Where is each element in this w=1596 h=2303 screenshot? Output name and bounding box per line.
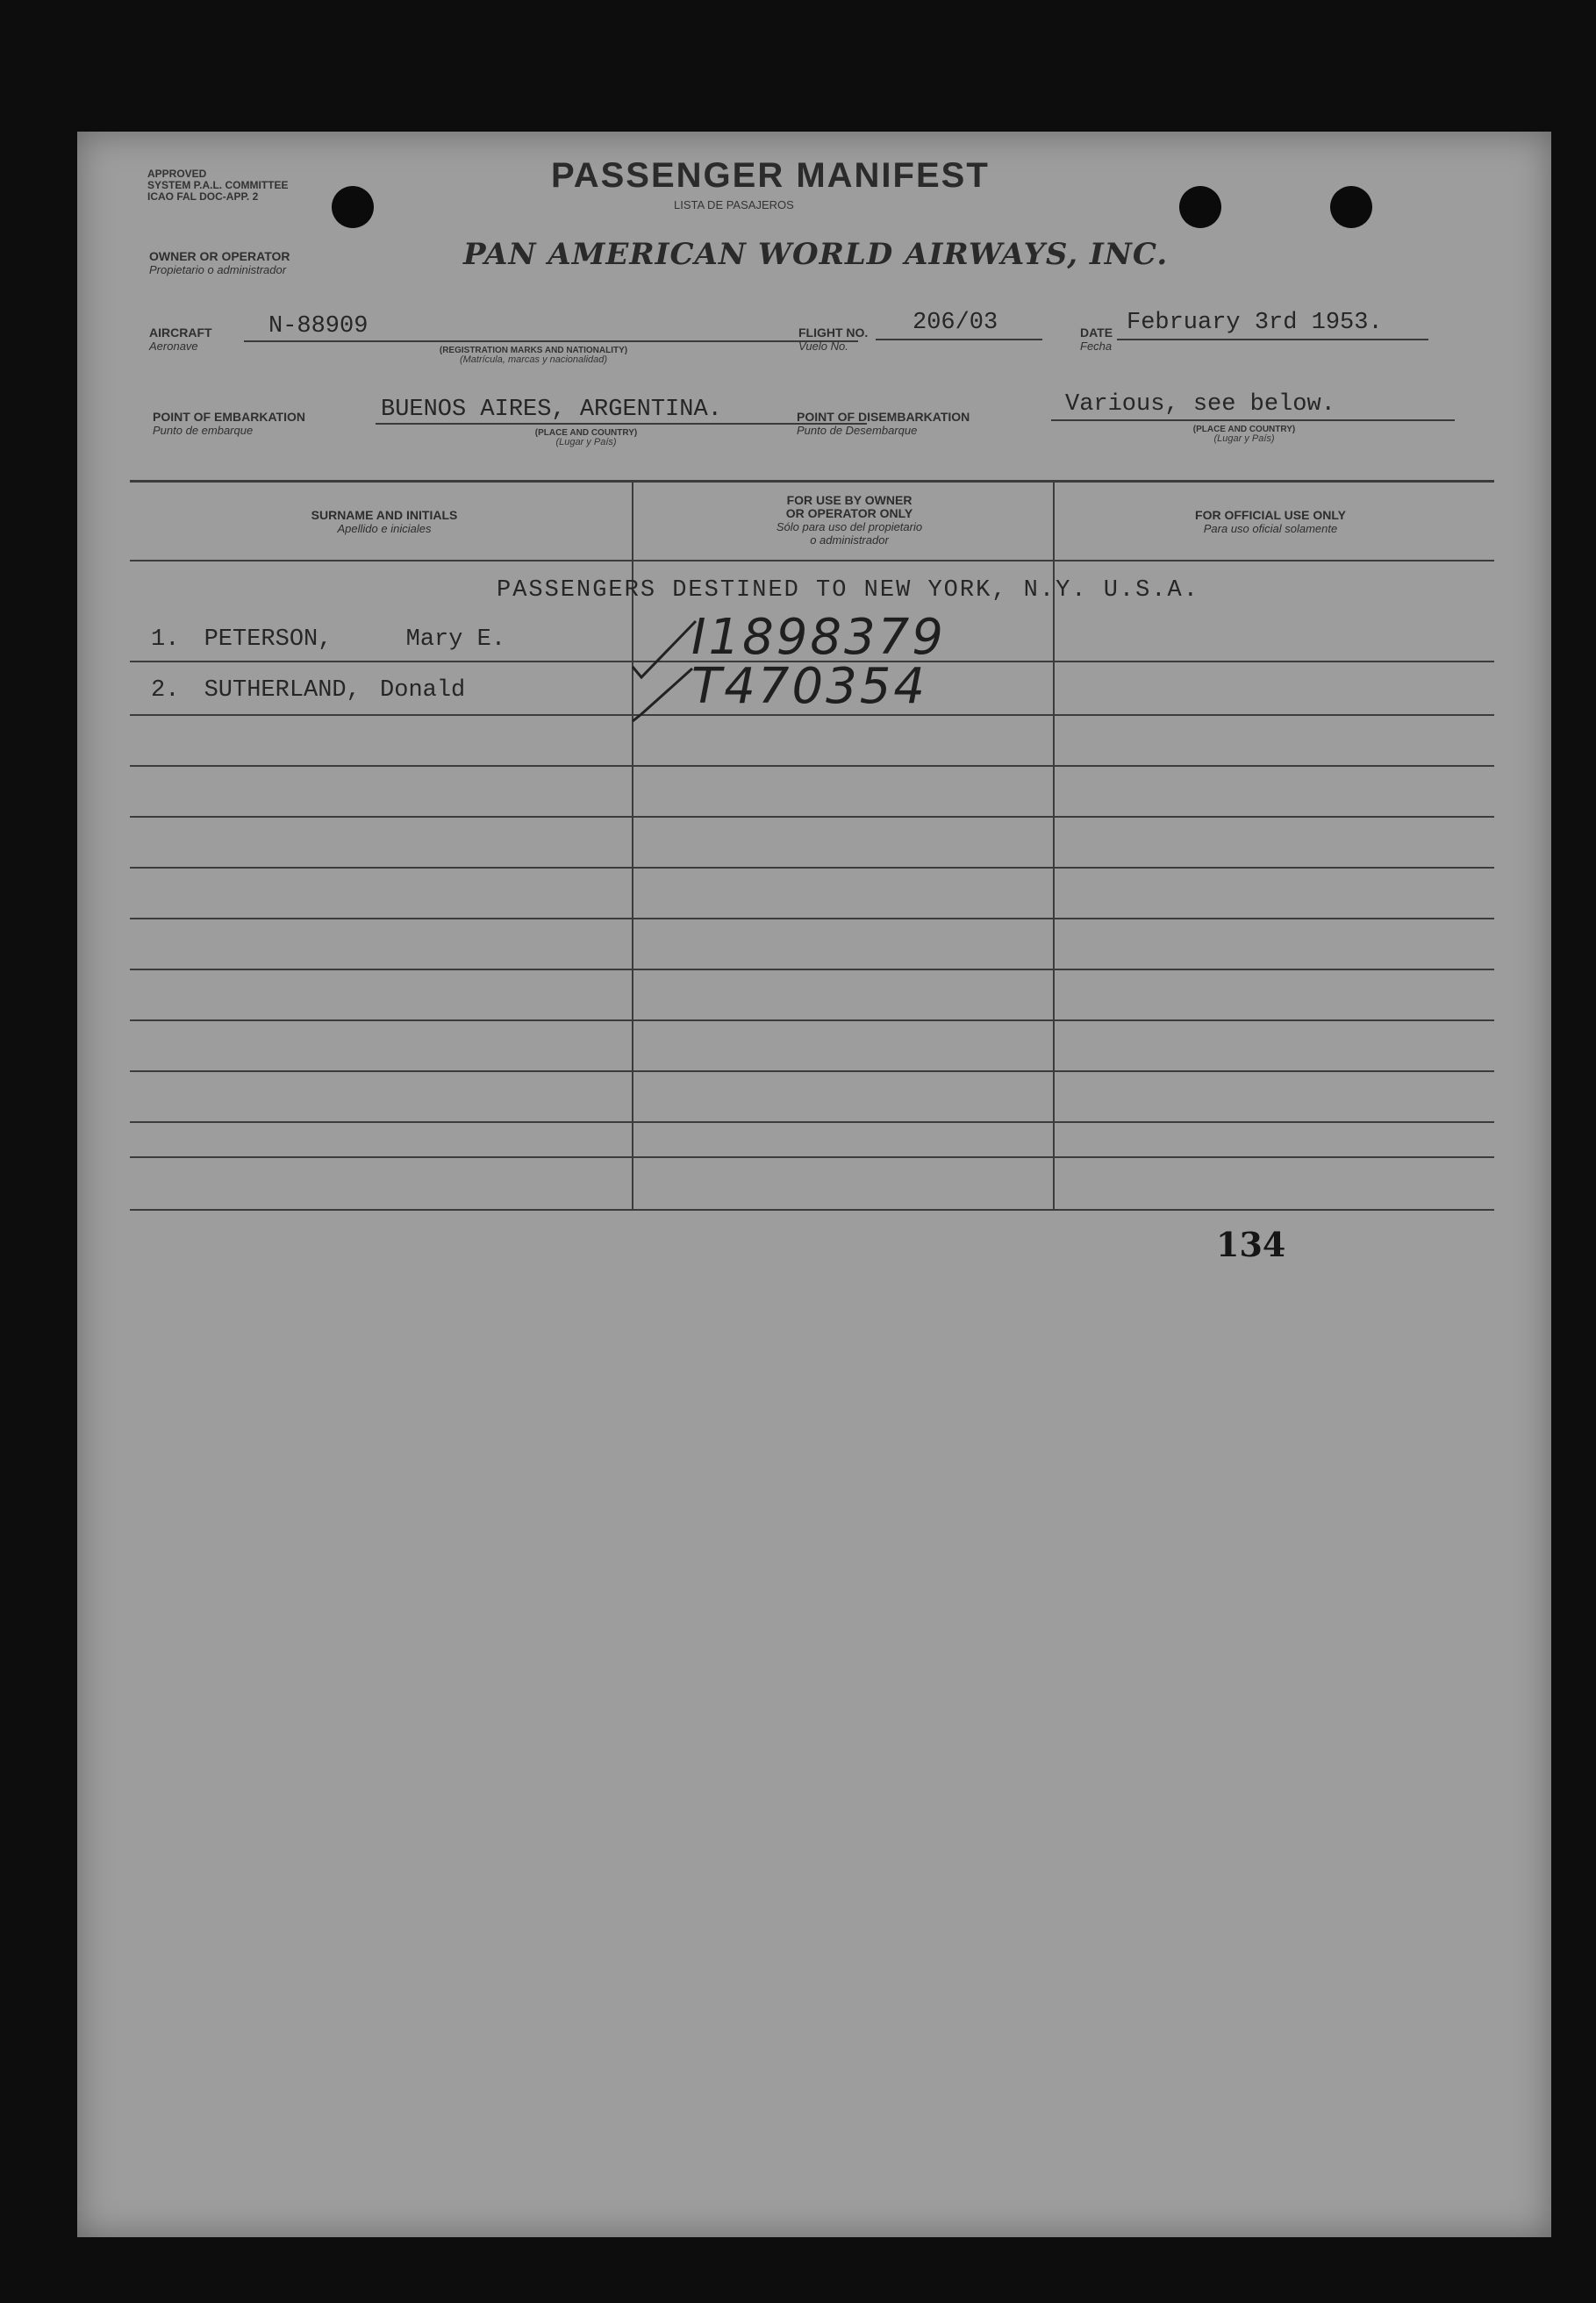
flight-value: 206/03: [913, 310, 998, 336]
row-line-3: [130, 765, 1494, 767]
aircraft-underline: [244, 340, 858, 342]
destination-note: PASSENGERS DESTINED TO NEW YORK, N.Y. U.S.A.: [497, 577, 1199, 604]
punch-hole-center: [1179, 186, 1221, 228]
date-value: February 3rd 1953.: [1127, 310, 1383, 336]
embarkation-hint: (PLACE AND COUNTRY) (Lugar y País): [534, 428, 638, 447]
punch-hole-right: [1330, 186, 1372, 228]
table-top-border: [130, 480, 1494, 483]
embarkation-value: BUENOS AIRES, ARGENTINA.: [381, 397, 722, 423]
owner-label: OWNER OR OPERATOR Propietario o administrador: [149, 249, 290, 276]
passenger-num: 2.: [151, 677, 180, 704]
column-header-owner-use: FOR USE BY OWNER OR OPERATOR ONLY Sólo para uso del propietario o administrador: [776, 493, 923, 547]
manifest-page: [77, 132, 1551, 2237]
header-bottom-border: [130, 560, 1494, 561]
passenger-surname: SUTHERLAND,: [204, 677, 361, 704]
row-line-5: [130, 867, 1494, 869]
check-mark-1: [633, 621, 696, 677]
owner-value: PAN AMERICAN WORLD AIRWAYS, INC.: [463, 237, 1169, 272]
passenger-initials: Donald: [380, 677, 466, 704]
row-line-10: [130, 1121, 1494, 1123]
disembarkation-value: Various, see below.: [1065, 391, 1335, 418]
row-line-8: [130, 1019, 1494, 1021]
page-subtitle: LISTA DE PASAJEROS: [674, 198, 794, 211]
row-line-9: [130, 1070, 1494, 1072]
column-header-official-use: FOR OFFICIAL USE ONLY Para uso oficial solamente: [1195, 508, 1346, 535]
aircraft-hint: (REGISTRATION MARKS AND NATIONALITY) (Matrícula, marcas y nacionalidad): [439, 346, 628, 365]
passenger-row-1: [151, 626, 505, 653]
embarkation-underline: [376, 423, 867, 425]
row-line-6: [130, 918, 1494, 919]
disembarkation-underline: [1051, 419, 1455, 421]
passenger-initials: Mary E.: [405, 626, 506, 653]
passenger-num: 1.: [151, 626, 180, 653]
row-line-11: [130, 1156, 1494, 1158]
aircraft-label: AIRCRAFT Aeronave: [149, 325, 212, 353]
punch-hole-left: [332, 186, 374, 228]
row-line-7: [130, 969, 1494, 970]
disembarkation-label: POINT OF DISEMBARKATION Punto de Desembarque: [797, 410, 970, 437]
embarkation-label: POINT OF EMBARKATION Punto de embarque: [153, 410, 305, 437]
approved-stamp: APPROVED SYSTEM P.A.L. COMMITTEE ICAO FAL DOC-APP. 2: [147, 168, 289, 203]
passport-number-1: I1898379: [691, 609, 946, 666]
date-underline: [1117, 339, 1428, 340]
page-title: PASSENGER MANIFEST: [551, 156, 990, 195]
aircraft-value: N-88909: [268, 313, 369, 340]
column-header-surname: SURNAME AND INITIALS Apellido e iniciales: [311, 508, 458, 535]
row-line-4: [130, 816, 1494, 818]
passenger-surname: PETERSON,: [204, 626, 333, 653]
passenger-row-2: [151, 677, 465, 704]
flight-label: FLIGHT NO. Vuelo No.: [798, 325, 869, 353]
date-label: DATE Fecha: [1080, 325, 1113, 353]
flight-underline: [876, 339, 1042, 340]
disembarkation-hint: (PLACE AND COUNTRY) (Lugar y País): [1192, 425, 1296, 444]
table-bottom: [130, 1209, 1494, 1211]
passport-number-2: T470354: [691, 658, 927, 715]
page-number: 134: [1216, 1225, 1286, 1264]
